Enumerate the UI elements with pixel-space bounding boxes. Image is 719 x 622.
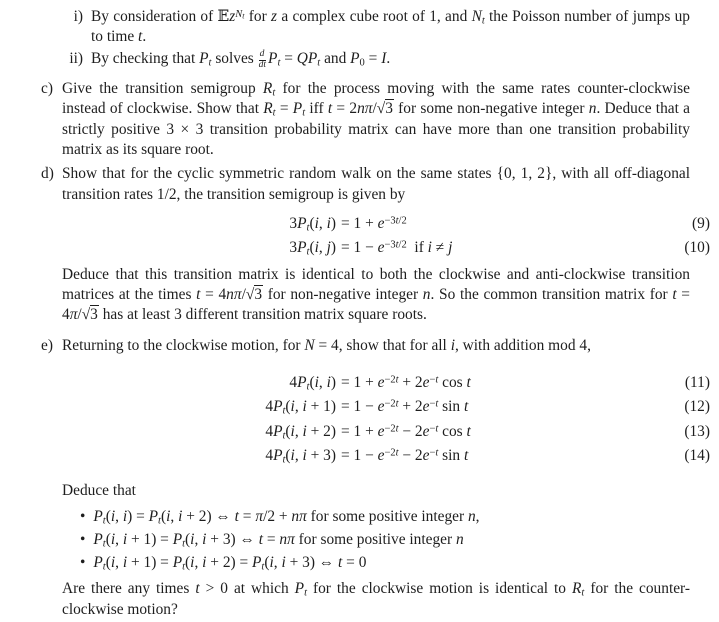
item-label: e) [41,336,53,354]
equation-block-d [62,212,710,260]
equation-number: (14) [684,446,710,464]
item-text: Returning to the clockwise motion, for N = 4, show that for all i, with addition mod 4, [62,336,591,354]
equation-rhs: = $1 + e^{-2t} - 2e^{-t}$ cos t [341,422,471,440]
equation-row [62,236,710,260]
item-c [0,79,719,160]
bullet-text: $P_t(i$, $i) = P_t(i$, i + 2) ⇔ t = π/2 + nπ for some positive integer n, [93,507,480,527]
equation-rhs: = $1 - e^{-2t} + 2e^{-t}$ sin t [341,398,469,416]
bullet-item [80,507,690,527]
equation-row [62,420,710,444]
equation-rhs: = $1 + e^{-2t} + 2e^{-t}$ cos t [341,374,471,392]
equation-number: (11) [684,374,710,392]
equation-row [62,212,710,236]
equation-number: (12) [684,398,710,416]
bullet-item [80,530,690,550]
equation-rhs: = $1 + e^{-3t/2}$ [341,214,407,232]
bullet-text: $P_t(i$, $i + 1) = P_t(i$, $i + 2) = P_t(i$, i + 3) ⇔ t = 0 [93,554,367,573]
equation-number: (10) [684,238,710,256]
equation-row [62,371,710,395]
bullet-icon: • [80,530,86,548]
item-label: c) [41,80,53,98]
bullet-text: $P_t(i$, $i + 1) = P_t(i$, i + 3) ⇔ t = nπ for some positive integer n [93,530,464,550]
item-label: i) [73,8,83,25]
item-text: Give the transition semigroup $R_t$ for the process moving with the same rates counter-clockwise instead of clockwise. Show that $R_t = P_t$ iff t = 2nπ/√3 for some non-negative integer n. Deduce that a strictly positive 3 × 3 transition probability matrix can have more than one transition probability matrix as its square root. [62,80,690,158]
equation-lhs: $3P_t(i$, j) [289,238,336,258]
bullet-list [80,507,690,574]
item-e [0,336,719,356]
equation-number: (13) [684,422,710,440]
equation-lhs: $4P_t(i$, i + 3) [265,446,336,466]
bullet-icon: • [80,507,86,525]
item-label: ii) [69,49,83,67]
equation-lhs: $4P_t(i$, i + 2) [265,422,336,442]
item-text: By checking that $P_t$ solves $\frac{d}{dt}$ $P_t = QP_t$ and $P_0 = I$. [91,49,391,70]
bullet-icon: • [80,554,86,572]
equation-block-e [62,371,710,468]
equation-lhs: $4P_t(i$, i) [289,374,336,393]
equation-row [62,444,710,468]
bullet-item [80,553,690,573]
equation-lhs: $4P_t(i$, i + 1) [265,398,336,417]
item-d [0,164,719,205]
equation-rhs: = $1 - e^{-2t} - 2e^{-t}$ sin t [341,446,469,464]
item-text: By consideration of 𝔼z$^{N_t}$ for z a complex cube root of 1, and $N_t$ the Poisson number of jumps up to time t. [91,8,690,46]
equation-row [62,395,710,419]
equation-rhs: = $1 - e^{-3t/2}$ if i ≠ j [341,238,453,256]
closing-paragraph: Are there any times t > 0 at which $P_t$ for the clockwise motion is identical to $R_t$ for the counter-clockwise motion? [62,580,690,618]
item-label: d) [41,165,54,183]
equation-lhs: $3P_t(i$, i) [289,214,336,234]
deduce-heading: Deduce that [62,482,136,500]
item-roman-i [0,7,719,48]
paragraph-deduce-d: Deduce that this transition matrix is identical to both the clockwise and anti-clockwise transition matrices at the times t = 4nπ/√3 for non-negative integer n. So the common transition matrix for t = 4π/√3 has at least 3 different transition matrix square roots. [62,265,690,324]
item-text: Show that for the cyclic symmetric random walk on the same states {0, 1, 2}, with all off-diagonal transition rates 1/2, the transition semigroup is given by [62,165,690,203]
item-roman-ii [0,49,719,71]
equation-number: (9) [692,214,710,232]
